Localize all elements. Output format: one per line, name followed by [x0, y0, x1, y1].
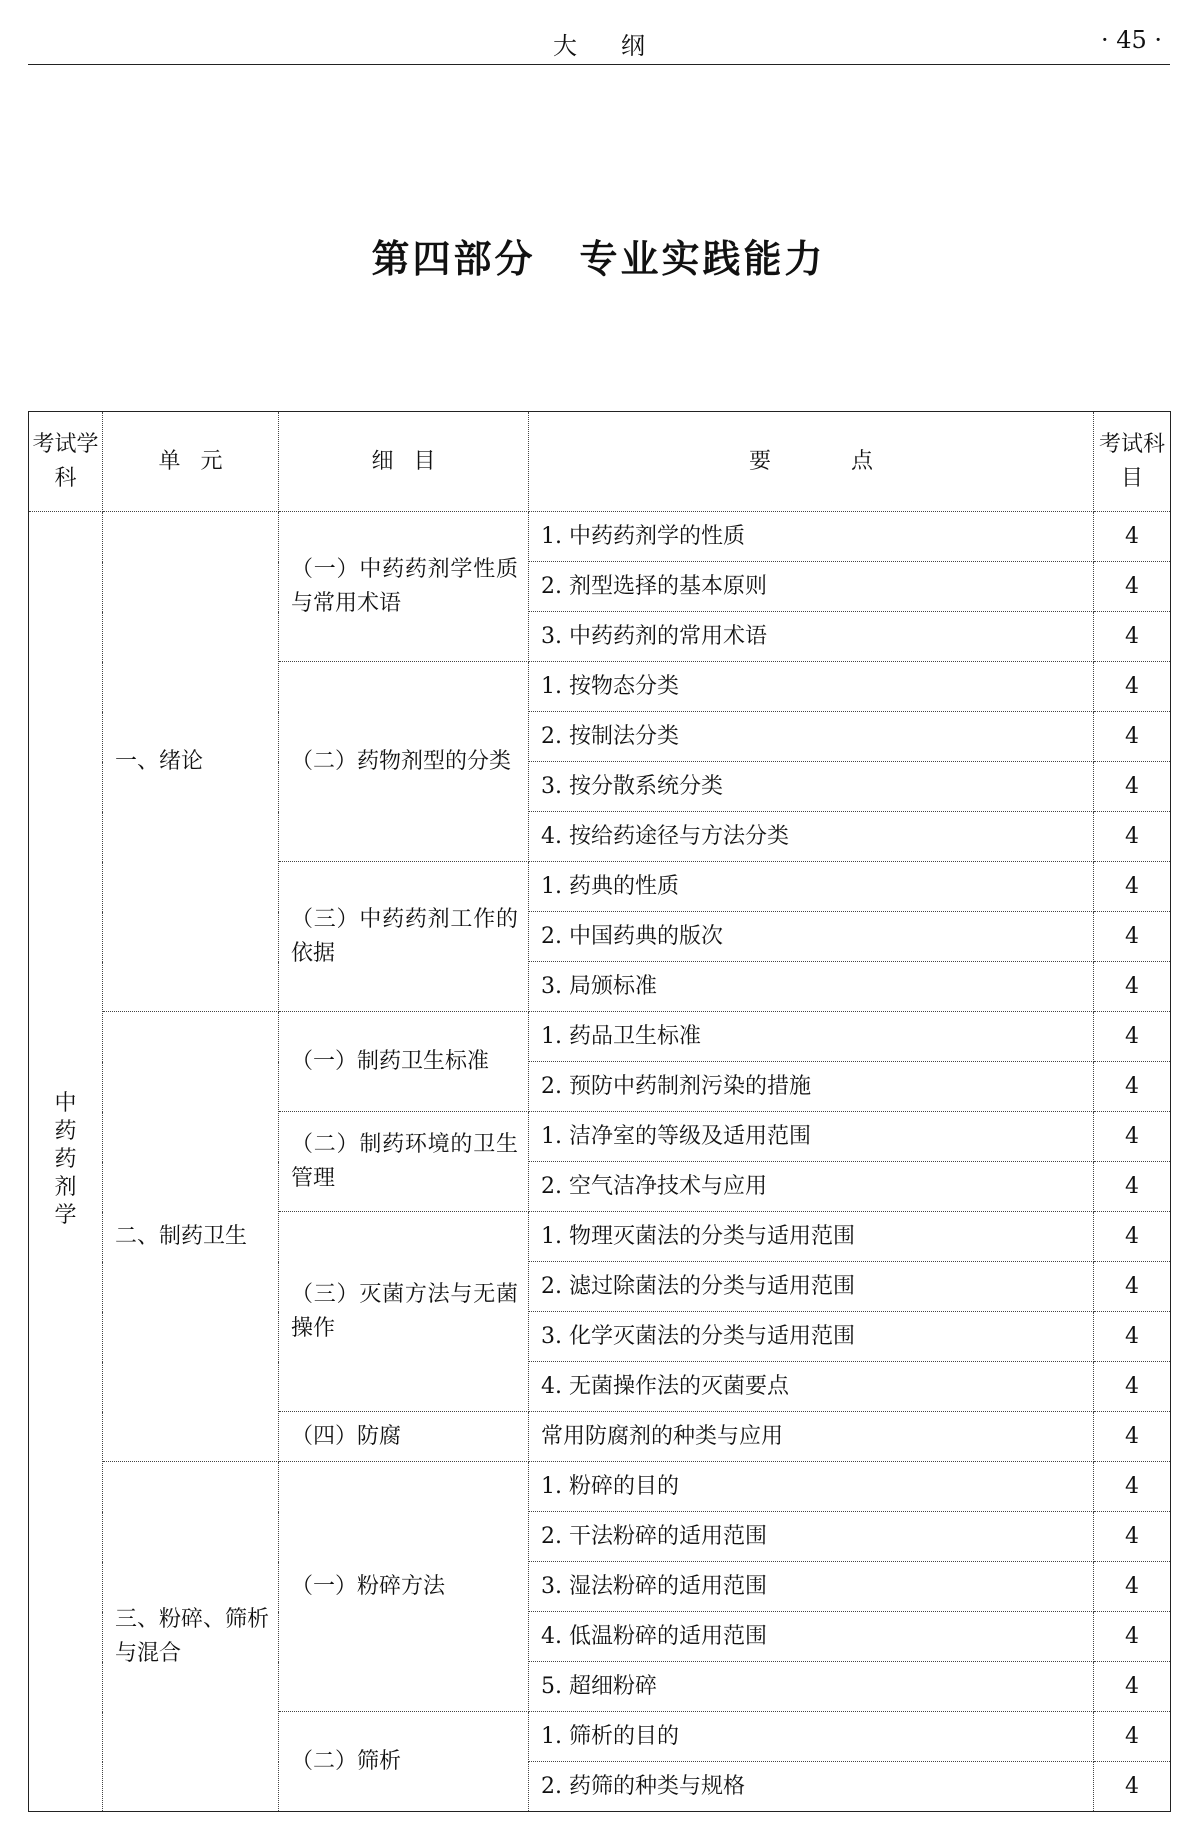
score-cell: 4: [1094, 1612, 1171, 1662]
point-cell: 1. 物理灭菌法的分类与适用范围: [529, 1212, 1094, 1262]
score-cell: 4: [1094, 1562, 1171, 1612]
detail-cell: （一）制药卫生标准: [279, 1012, 529, 1112]
point-cell: 3. 化学灭菌法的分类与适用范围: [529, 1312, 1094, 1362]
point-cell: 1. 药品卫生标准: [529, 1012, 1094, 1062]
score-cell: 4: [1094, 1712, 1171, 1762]
score-cell: 4: [1094, 1512, 1171, 1562]
point-cell: 1. 中药药剂学的性质: [529, 512, 1094, 562]
point-cell: 2. 空气洁净技术与应用: [529, 1162, 1094, 1212]
detail-cell: （四）防腐: [279, 1412, 529, 1462]
part-number: 第四部分: [371, 237, 536, 281]
point-cell: 2. 药筛的种类与规格: [529, 1762, 1094, 1812]
point-cell: 4. 低温粉碎的适用范围: [529, 1612, 1094, 1662]
point-cell: 3. 局颁标准: [529, 962, 1094, 1012]
point-cell: 2. 剂型选择的基本原则: [529, 562, 1094, 612]
detail-cell: （一）中药药剂学性质与常用术语: [279, 512, 529, 662]
score-cell: 4: [1094, 1362, 1171, 1412]
score-cell: 4: [1094, 812, 1171, 862]
score-cell: 4: [1094, 562, 1171, 612]
detail-cell: （二）筛析: [279, 1712, 529, 1812]
point-cell: 2. 预防中药制剂污染的措施: [529, 1062, 1094, 1112]
detail-cell: （三）灭菌方法与无菌操作: [279, 1212, 529, 1412]
running-title: 大纲: [553, 32, 689, 60]
score-cell: 4: [1094, 1012, 1171, 1062]
point-cell: 常用防腐剂的种类与应用: [529, 1412, 1094, 1462]
score-cell: 4: [1094, 912, 1171, 962]
score-cell: 4: [1094, 1062, 1171, 1112]
score-cell: 4: [1094, 1262, 1171, 1312]
column-header-subject: 考试学科: [29, 412, 103, 512]
part-title: [0, 228, 1197, 283]
point-cell: 2. 滤过除菌法的分类与适用范围: [529, 1262, 1094, 1312]
syllabus-table: [28, 411, 1171, 1812]
point-cell: 1. 粉碎的目的: [529, 1462, 1094, 1512]
point-cell: 5. 超细粉碎: [529, 1662, 1094, 1712]
score-cell: 4: [1094, 1662, 1171, 1712]
detail-cell: （一）粉碎方法: [279, 1462, 529, 1712]
column-header-point: 要点: [529, 412, 1094, 512]
score-cell: 4: [1094, 1162, 1171, 1212]
point-cell: 4. 按给药途径与方法分类: [529, 812, 1094, 862]
point-cell: 1. 药典的性质: [529, 862, 1094, 912]
part-name: 专业实践能力: [579, 237, 826, 281]
unit-cell: 三、粉碎、筛析与混合: [103, 1462, 279, 1812]
unit-cell: 二、制药卫生: [103, 1012, 279, 1462]
table-row: [29, 1462, 1171, 1512]
point-cell: 1. 筛析的目的: [529, 1712, 1094, 1762]
point-cell: 3. 按分散系统分类: [529, 762, 1094, 812]
score-cell: 4: [1094, 862, 1171, 912]
detail-cell: （二）药物剂型的分类: [279, 662, 529, 862]
column-header-exam-subject: 考试科目: [1094, 412, 1171, 512]
point-cell: 2. 按制法分类: [529, 712, 1094, 762]
score-cell: 4: [1094, 712, 1171, 762]
page-number: · 45 ·: [1100, 26, 1162, 54]
score-cell: 4: [1094, 1212, 1171, 1262]
point-cell: 3. 中药药剂的常用术语: [529, 612, 1094, 662]
column-header-detail: 细目: [279, 412, 529, 512]
unit-cell: 一、绪论: [103, 512, 279, 1012]
score-cell: 4: [1094, 1112, 1171, 1162]
point-cell: 2. 中国药典的版次: [529, 912, 1094, 962]
table-row: [29, 1012, 1171, 1062]
point-cell: 1. 洁净室的等级及适用范围: [529, 1112, 1094, 1162]
detail-cell: （三）中药药剂工作的依据: [279, 862, 529, 1012]
point-cell: 1. 按物态分类: [529, 662, 1094, 712]
subject-cell: [29, 512, 103, 1812]
point-cell: 3. 湿法粉碎的适用范围: [529, 1562, 1094, 1612]
table-body: [29, 512, 1171, 1812]
score-cell: 4: [1094, 762, 1171, 812]
column-header-unit: 单元: [103, 412, 279, 512]
table-row: [29, 512, 1171, 562]
score-cell: 4: [1094, 612, 1171, 662]
score-cell: 4: [1094, 1762, 1171, 1812]
score-cell: 4: [1094, 1312, 1171, 1362]
score-cell: 4: [1094, 962, 1171, 1012]
score-cell: 4: [1094, 512, 1171, 562]
detail-cell: （二）制药环境的卫生管理: [279, 1112, 529, 1212]
point-cell: 4. 无菌操作法的灭菌要点: [529, 1362, 1094, 1412]
score-cell: 4: [1094, 662, 1171, 712]
page-header: [28, 22, 1170, 65]
subject-label: 中药药剂学: [54, 1091, 77, 1228]
point-cell: 2. 干法粉碎的适用范围: [529, 1512, 1094, 1562]
table-header: [29, 412, 1171, 512]
score-cell: 4: [1094, 1412, 1171, 1462]
score-cell: 4: [1094, 1462, 1171, 1512]
